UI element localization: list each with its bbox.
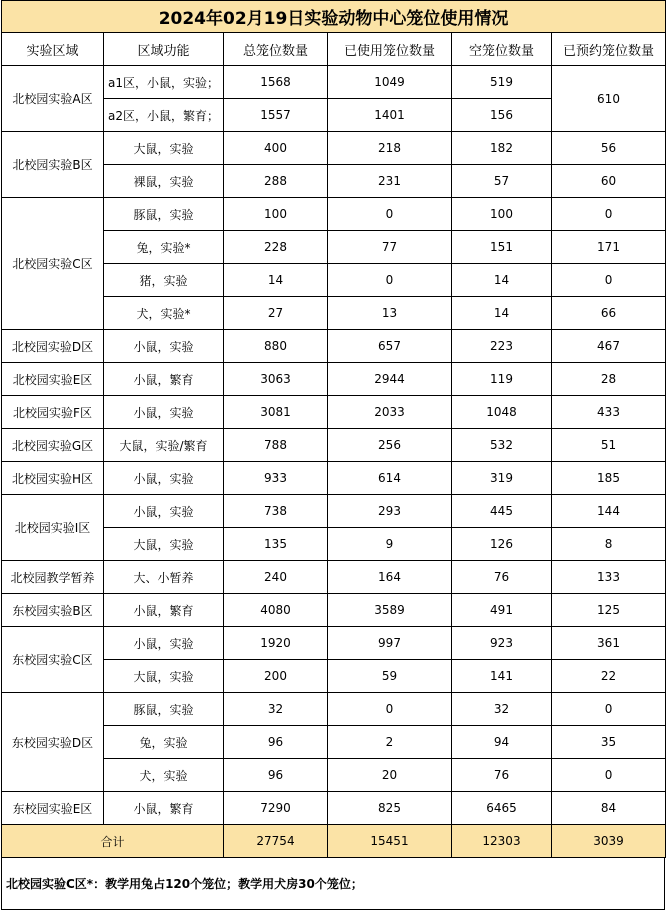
function-cell: 小鼠，实验 [104, 396, 224, 429]
used-cell: 657 [328, 330, 452, 363]
table-row [2, 132, 666, 165]
total-cell: 1920 [224, 627, 328, 660]
total-cell: 14 [224, 264, 328, 297]
function-cell: 兔，实验* [104, 231, 224, 264]
header-total: 总笼位数量 [224, 33, 328, 66]
reserved-cell: 22 [552, 660, 666, 693]
empty-cell: 141 [452, 660, 552, 693]
reserved-cell: 0 [552, 759, 666, 792]
reserved-cell: 0 [552, 693, 666, 726]
used-cell: 256 [328, 429, 452, 462]
total-cell: 1557 [224, 99, 328, 132]
title-row [2, 1, 666, 33]
area-cell: 北校园教学暂养 [2, 561, 104, 594]
used-cell: 0 [328, 264, 452, 297]
empty-cell: 445 [452, 495, 552, 528]
used-cell: 293 [328, 495, 452, 528]
header-empty: 空笼位数量 [452, 33, 552, 66]
function-cell: 猪，实验 [104, 264, 224, 297]
total-cell: 3081 [224, 396, 328, 429]
reserved-cell: 56 [552, 132, 666, 165]
table-row [2, 429, 666, 462]
empty-cell: 519 [452, 66, 552, 99]
note-right-border [664, 858, 665, 910]
empty-cell: 32 [452, 693, 552, 726]
function-cell: 犬，实验 [104, 759, 224, 792]
table-row [2, 396, 666, 429]
function-cell: 兔，实验 [104, 726, 224, 759]
total-cell: 738 [224, 495, 328, 528]
reserved-cell: 171 [552, 231, 666, 264]
function-cell: 小鼠，实验 [104, 495, 224, 528]
used-cell: 13 [328, 297, 452, 330]
total-cell: 880 [224, 330, 328, 363]
total-cell: 1568 [224, 66, 328, 99]
area-cell: 东校园实验B区 [2, 594, 104, 627]
table-body [2, 66, 666, 825]
used-cell: 59 [328, 660, 452, 693]
empty-cell: 126 [452, 528, 552, 561]
table-row [2, 627, 666, 660]
reserved-cell: 35 [552, 726, 666, 759]
area-cell: 北校园实验F区 [2, 396, 104, 429]
total-cell: 100 [224, 198, 328, 231]
total-cell: 288 [224, 165, 328, 198]
total-cell: 3063 [224, 363, 328, 396]
empty-cell: 14 [452, 264, 552, 297]
empty-cell: 14 [452, 297, 552, 330]
total-cell: 228 [224, 231, 328, 264]
empty-cell: 100 [452, 198, 552, 231]
cage-usage-table [1, 0, 666, 858]
used-cell: 1401 [328, 99, 452, 132]
empty-cell: 156 [452, 99, 552, 132]
function-cell: 大、小暂养 [104, 561, 224, 594]
total-cell: 7290 [224, 792, 328, 825]
function-cell: a1区，小鼠，实验； [104, 66, 224, 99]
reserved-cell: 0 [552, 198, 666, 231]
used-cell: 2 [328, 726, 452, 759]
reserved-cell: 467 [552, 330, 666, 363]
total-cell: 400 [224, 132, 328, 165]
total-cell: 788 [224, 429, 328, 462]
function-cell: 豚鼠，实验 [104, 198, 224, 231]
empty-cell: 923 [452, 627, 552, 660]
used-cell: 2944 [328, 363, 452, 396]
empty-cell: 119 [452, 363, 552, 396]
reserved-cell: 51 [552, 429, 666, 462]
table-row [2, 330, 666, 363]
function-cell: 豚鼠，实验 [104, 693, 224, 726]
area-cell: 东校园实验C区 [2, 627, 104, 693]
table-row [2, 594, 666, 627]
empty-cell: 532 [452, 429, 552, 462]
function-cell: 大鼠，实验 [104, 132, 224, 165]
area-cell: 北校园实验D区 [2, 330, 104, 363]
table-row [2, 462, 666, 495]
used-cell: 231 [328, 165, 452, 198]
used-cell: 997 [328, 627, 452, 660]
table-row [2, 495, 666, 528]
reserved-cell: 84 [552, 792, 666, 825]
header-row [2, 33, 666, 66]
header-function: 区域功能 [104, 33, 224, 66]
total-used: 15451 [328, 825, 452, 858]
empty-cell: 491 [452, 594, 552, 627]
area-cell: 北校园实验A区 [2, 66, 104, 132]
used-cell: 77 [328, 231, 452, 264]
reserved-cell: 610 [552, 66, 666, 132]
total-row [2, 825, 666, 858]
total-reserved: 3039 [552, 825, 666, 858]
table-row [2, 66, 666, 99]
function-cell: 犬，实验* [104, 297, 224, 330]
area-cell: 北校园实验H区 [2, 462, 104, 495]
used-cell: 164 [328, 561, 452, 594]
empty-cell: 319 [452, 462, 552, 495]
reserved-cell: 8 [552, 528, 666, 561]
used-cell: 218 [328, 132, 452, 165]
area-cell: 北校园实验I区 [2, 495, 104, 561]
empty-cell: 94 [452, 726, 552, 759]
reserved-cell: 66 [552, 297, 666, 330]
used-cell: 2033 [328, 396, 452, 429]
area-cell: 东校园实验D区 [2, 693, 104, 792]
used-cell: 9 [328, 528, 452, 561]
empty-cell: 1048 [452, 396, 552, 429]
function-cell: 小鼠，实验 [104, 462, 224, 495]
used-cell: 0 [328, 198, 452, 231]
function-cell: 大鼠，实验/繁育 [104, 429, 224, 462]
total-cages: 27754 [224, 825, 328, 858]
total-cell: 200 [224, 660, 328, 693]
note-bottom-border [1, 909, 665, 910]
header-reserved: 已预约笼位数量 [552, 33, 666, 66]
reserved-cell: 28 [552, 363, 666, 396]
table-row [2, 198, 666, 231]
table-row [2, 792, 666, 825]
reserved-cell: 125 [552, 594, 666, 627]
reserved-cell: 0 [552, 264, 666, 297]
empty-cell: 223 [452, 330, 552, 363]
used-cell: 1049 [328, 66, 452, 99]
function-cell: a2区，小鼠，繁育； [104, 99, 224, 132]
total-cell: 240 [224, 561, 328, 594]
reserved-cell: 144 [552, 495, 666, 528]
used-cell: 3589 [328, 594, 452, 627]
table-row [2, 363, 666, 396]
total-cell: 96 [224, 759, 328, 792]
empty-cell: 182 [452, 132, 552, 165]
total-cell: 96 [224, 726, 328, 759]
function-cell: 裸鼠，实验 [104, 165, 224, 198]
empty-cell: 76 [452, 759, 552, 792]
sheet-title: 2024年02月19日实验动物中心笼位使用情况 [2, 1, 666, 33]
note-left-border [1, 858, 2, 910]
used-cell: 614 [328, 462, 452, 495]
function-cell: 小鼠，繁育 [104, 594, 224, 627]
area-cell: 北校园实验E区 [2, 363, 104, 396]
used-cell: 20 [328, 759, 452, 792]
used-cell: 825 [328, 792, 452, 825]
function-cell: 小鼠，实验 [104, 330, 224, 363]
total-empty: 12303 [452, 825, 552, 858]
header-used: 已使用笼位数量 [328, 33, 452, 66]
reserved-cell: 133 [552, 561, 666, 594]
reserved-cell: 185 [552, 462, 666, 495]
empty-cell: 6465 [452, 792, 552, 825]
reserved-cell: 60 [552, 165, 666, 198]
table-row [2, 693, 666, 726]
empty-cell: 76 [452, 561, 552, 594]
total-cell: 4080 [224, 594, 328, 627]
function-cell: 小鼠，繁育 [104, 792, 224, 825]
empty-cell: 151 [452, 231, 552, 264]
header-area: 实验区域 [2, 33, 104, 66]
area-cell: 东校园实验E区 [2, 792, 104, 825]
total-cell: 135 [224, 528, 328, 561]
used-cell: 0 [328, 693, 452, 726]
footnote: 北校园实验C区*：教学用兔占120个笼位；教学用犬房30个笼位； [6, 877, 363, 891]
empty-cell: 57 [452, 165, 552, 198]
total-cell: 933 [224, 462, 328, 495]
function-cell: 小鼠，实验 [104, 627, 224, 660]
total-cell: 27 [224, 297, 328, 330]
function-cell: 大鼠，实验 [104, 660, 224, 693]
function-cell: 大鼠，实验 [104, 528, 224, 561]
total-label: 合计 [2, 825, 224, 858]
area-cell: 北校园实验C区 [2, 198, 104, 330]
reserved-cell: 433 [552, 396, 666, 429]
table-row [2, 561, 666, 594]
total-cell: 32 [224, 693, 328, 726]
reserved-cell: 361 [552, 627, 666, 660]
function-cell: 小鼠，繁育 [104, 363, 224, 396]
area-cell: 北校园实验G区 [2, 429, 104, 462]
area-cell: 北校园实验B区 [2, 132, 104, 198]
